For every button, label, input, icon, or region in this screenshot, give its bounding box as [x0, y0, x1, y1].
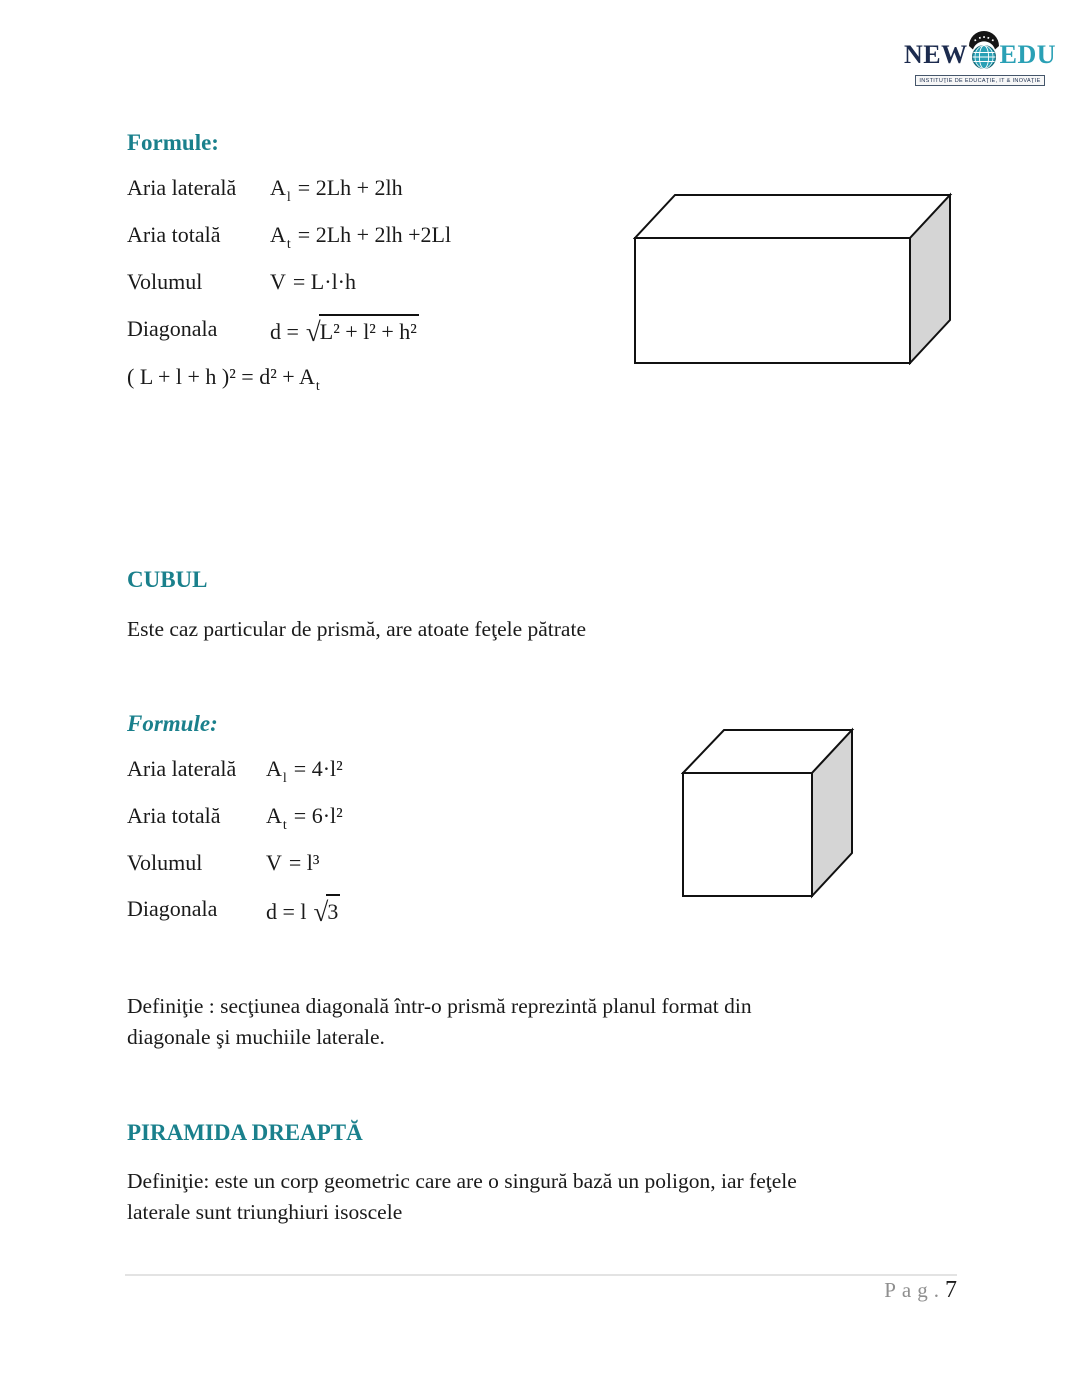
- page-number: 7: [945, 1277, 957, 1303]
- formula-row-aria-laterala-cub: [127, 754, 343, 788]
- page-label: Pag.: [884, 1278, 945, 1302]
- formula-expression: $A_t = 2Lh + 2lh +2Ll$: [270, 222, 452, 252]
- formula-row-aria-laterala: [127, 173, 403, 207]
- formula-row-volumul: [127, 267, 356, 297]
- formula-label: Diagonala: [127, 316, 218, 341]
- radicand: 3: [326, 894, 340, 927]
- definitie-sectiune-diagonala: [127, 991, 927, 1052]
- formula-row-diagonala-cub: [127, 894, 340, 927]
- cube-front-face: [683, 773, 812, 896]
- formule-heading-cubul: Formule:: [127, 711, 218, 736]
- logo: [903, 36, 1057, 86]
- formula-label: Diagonala: [127, 896, 218, 921]
- cube-figure: [681, 727, 855, 899]
- cuboid-figure: [633, 191, 953, 365]
- formula-expression: ( L + l + h )$^2 = d^2 + A_t$: [127, 364, 320, 394]
- logo-text-edu: EDU: [999, 40, 1057, 69]
- logo-row: [904, 36, 1056, 74]
- formula-expression: V = l³: [266, 850, 320, 875]
- formula-label: Aria totală: [127, 222, 221, 247]
- radicand: L² + l² + h²: [319, 314, 419, 347]
- formula-label: Aria laterală: [127, 175, 237, 200]
- formula-label: Volumul: [127, 850, 203, 875]
- formula-expression: $A_t = 6\cdot l^2$: [266, 803, 343, 833]
- definition-line: laterale sunt triunghiuri isoscele: [127, 1199, 403, 1224]
- cubul-heading: CUBUL: [127, 567, 208, 592]
- sqrt-sign: √: [313, 897, 329, 927]
- definition-line: Definiţie: este un corp geometric care are o singură bază un poligon, iar feţele: [127, 1169, 797, 1193]
- definitie-piramida: [127, 1166, 947, 1227]
- formula-label: Aria laterală: [127, 756, 237, 781]
- formula-label: Volumul: [127, 269, 203, 294]
- page-footer: [600, 1277, 957, 1304]
- footer-divider: [125, 1274, 957, 1276]
- formula-expression: d = l √3: [266, 894, 340, 927]
- piramida-heading: PIRAMIDA DREAPTĂ: [127, 1120, 363, 1145]
- formula-expression: d = √L² + l² + h²: [270, 314, 419, 347]
- sqrt-sign: √: [305, 317, 321, 347]
- formula-row-diagonala: [127, 314, 419, 347]
- globe-shield-icon: [967, 28, 1001, 74]
- cuboid-front-face: [635, 238, 910, 363]
- formula-row-identity: [127, 362, 320, 396]
- formula-label: Aria totală: [127, 803, 221, 828]
- cubul-intro: Este caz particular de prismă, are atoate feţele pătrate: [127, 617, 586, 641]
- cuboid-top-face: [635, 195, 950, 238]
- formula-expression: $A_l = 2Lh + 2lh$: [270, 175, 403, 205]
- formula-row-volumul-cub: [127, 848, 320, 878]
- formula-row-aria-totala: [127, 220, 451, 254]
- formule-heading-prisma: Formule:: [127, 130, 219, 155]
- formula-expression: V = L·l·h: [270, 269, 357, 294]
- formula-expression: $A_l = 4\cdot l^2$: [266, 756, 343, 786]
- logo-tagline: INSTITUŢIE DE EDUCAŢIE, IT & INOVAŢIE: [915, 75, 1044, 86]
- logo-text-new: NEW: [903, 40, 968, 69]
- definition-line: Definiţie : secţiunea diagonală într-o prismă reprezintă planul format din: [127, 994, 752, 1018]
- formula-row-aria-totala-cub: [127, 801, 343, 835]
- definition-line: diagonale şi muchiile laterale.: [127, 1024, 385, 1049]
